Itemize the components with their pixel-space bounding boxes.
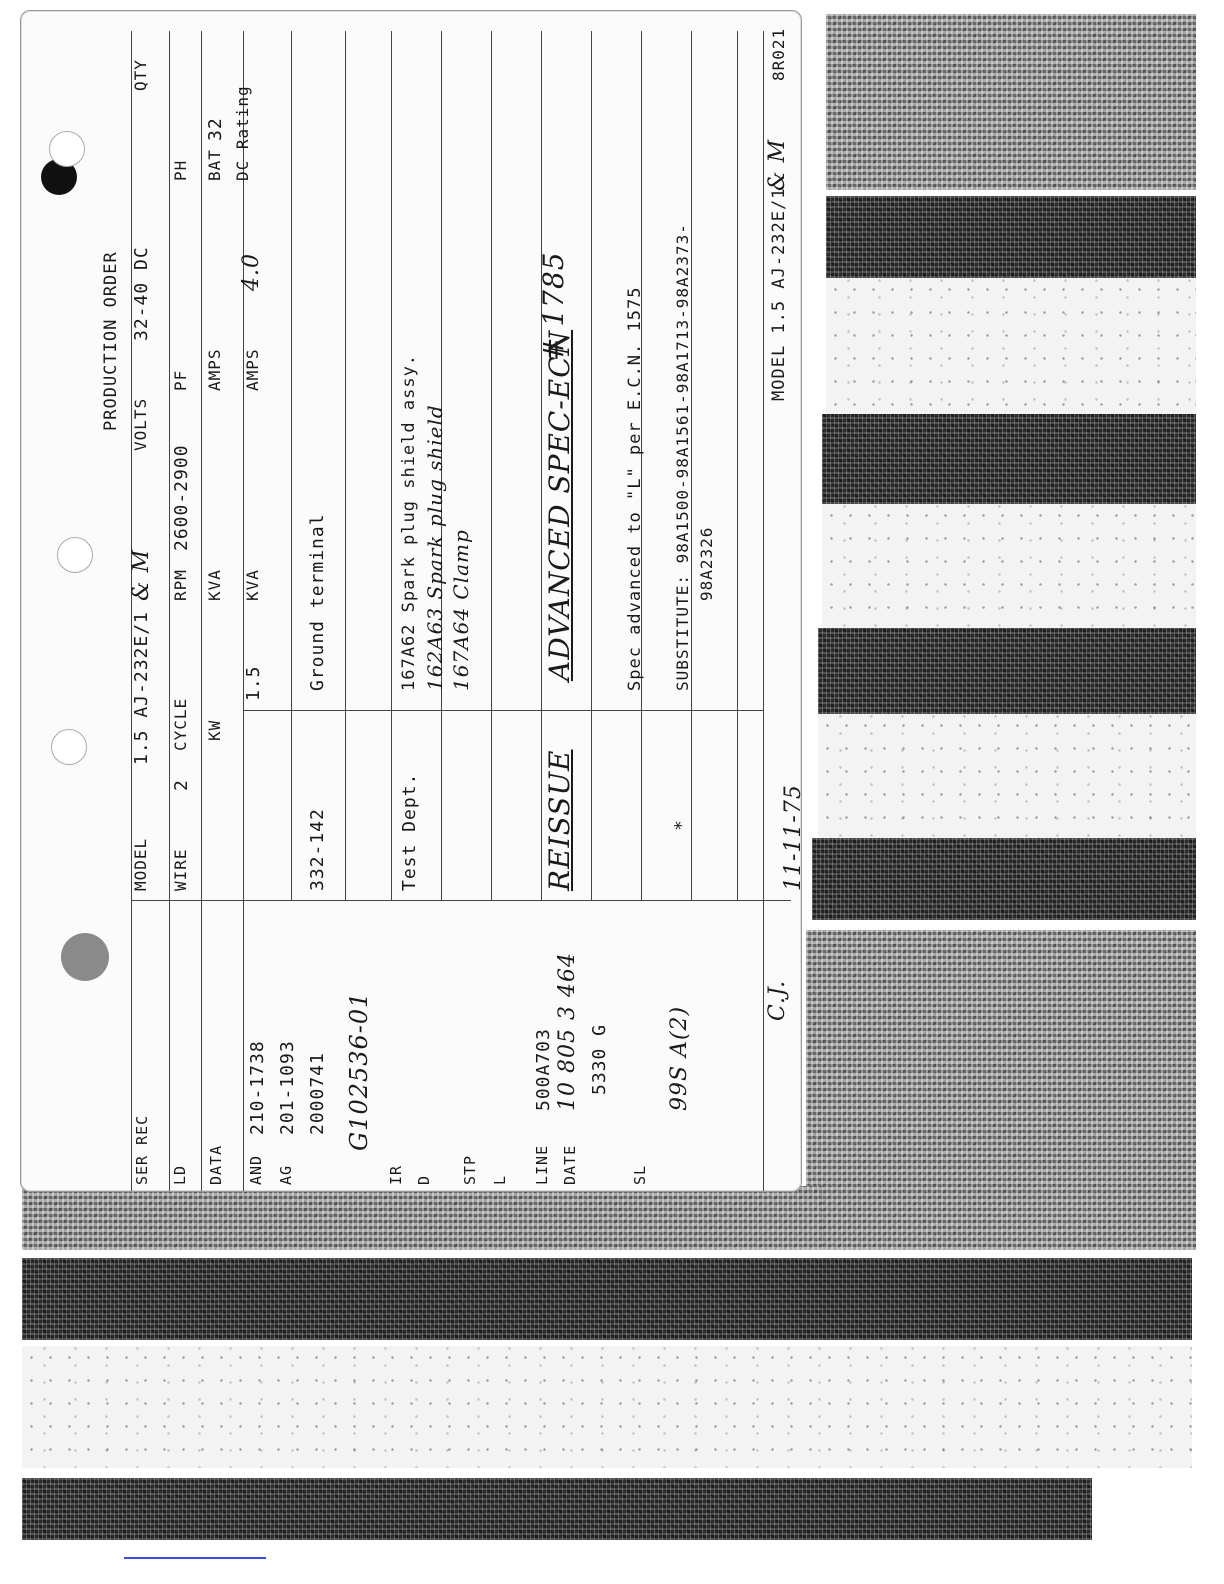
body-grid-col-1 (243, 710, 763, 711)
reissue-handwritten: REISSUE (543, 749, 576, 891)
ecn-number-handwritten: # 1785 (537, 251, 570, 361)
dt-value: 2000741 (307, 1052, 328, 1135)
scan-texture-mid-right (806, 930, 1196, 1250)
date-handwritten: 10 805 3 464 (555, 952, 580, 1111)
data-label: DATA (207, 1144, 225, 1185)
scan-dark-band-bottom-2 (22, 1478, 1092, 1540)
dc-rating-label: DC Rating (233, 85, 252, 181)
row2-label: Test Dept. (399, 772, 420, 891)
sl-label: SL (631, 1164, 649, 1185)
scan-light-band-bottom (22, 1346, 1192, 1468)
ser-rec-label: SER REC (133, 1114, 151, 1185)
scan-texture-under-card (22, 1186, 822, 1250)
form-title: PRODUCTION ORDER (101, 251, 121, 431)
body-rule-3 (391, 31, 392, 901)
ink-smudge (61, 933, 109, 981)
punch-hole-3 (57, 537, 93, 573)
row1-description: Ground terminal (307, 513, 328, 691)
model-label: MODEL (131, 837, 150, 891)
row2-description: 167A62 Spark plug shield assy. (399, 353, 419, 691)
d-label: D (415, 1174, 433, 1185)
pf-label: PF (171, 369, 190, 391)
body-rule-2 (345, 31, 346, 901)
and-label: AND (247, 1154, 265, 1185)
scan-dark-band-3 (818, 628, 1196, 714)
ag-value: 201-1093 (277, 1040, 298, 1135)
body-rule-5 (491, 31, 492, 901)
left-panel-divider (131, 900, 791, 901)
body-rule-7 (591, 31, 592, 901)
scan-texture-top-right (826, 14, 1196, 190)
part-handwritten: 99S A(2) (667, 1005, 692, 1111)
qty-label: QTY (131, 59, 150, 91)
l-label: L (491, 1174, 509, 1185)
body-rule-6 (541, 31, 542, 901)
advanced-spec-handwritten: ADVANCED SPEC-ECN (543, 329, 576, 681)
spec-advanced-line: Spec advanced to "L" per E.C.N. 1575 (625, 286, 645, 691)
production-order-card (20, 10, 806, 1192)
kva-label: KVA (205, 569, 224, 601)
row1-part-number: 332-142 (307, 808, 328, 891)
rpm-value: 2600-2900 (171, 444, 192, 551)
ph-label: PH (171, 159, 190, 181)
header-rule-4 (243, 31, 244, 1191)
model-value: 1.5 AJ-232E/1 (131, 611, 152, 765)
handwritten-date: 11-11-75 (781, 784, 806, 891)
stp-label: STP (461, 1154, 479, 1185)
scan-dark-band-2 (822, 414, 1196, 504)
model-handwritten: & M (129, 548, 154, 601)
g-value: 5330 G (589, 1023, 610, 1095)
body-rule-1 (291, 31, 292, 901)
scan-dark-band-1 (826, 196, 1196, 278)
volts-value: 32-40 DC (131, 246, 152, 341)
handwritten-part-number: G102536-01 (345, 991, 373, 1151)
footer-model-handwritten: & M (765, 138, 790, 191)
body-rule-10 (737, 31, 738, 901)
row-asterisk: * (671, 819, 692, 831)
bat-value: 32 (205, 117, 226, 141)
body-rule-11 (763, 31, 764, 1191)
scan-dark-band-bottom-1 (22, 1258, 1192, 1340)
amps-label: AMPS (205, 348, 224, 391)
wire-value: 2 (171, 779, 192, 791)
punch-hole-2 (49, 131, 85, 167)
blue-underline (124, 1557, 266, 1559)
handwritten-initials: C.J. (765, 979, 790, 1021)
ir-label: IR (387, 1164, 405, 1185)
header-rule-3 (201, 31, 202, 1191)
scan-light-band-1 (826, 278, 1196, 414)
kva-label-2: KVA (243, 569, 262, 601)
and-value: 210-1738 (247, 1040, 268, 1135)
scan-light-band-2 (822, 504, 1196, 628)
row3-handwritten: 162A63 Spark plug shield (423, 404, 447, 691)
ag-label: AG (277, 1164, 295, 1185)
scan-light-band-3 (818, 714, 1196, 838)
line-value: 500A703 (533, 1028, 554, 1111)
amps-label-2: AMPS (243, 348, 262, 391)
bat-label: BAT (205, 149, 224, 181)
footer-model: MODEL 1.5 AJ-232E/1 (769, 187, 789, 401)
punch-hole-4 (51, 729, 87, 765)
wire-label: WIRE (171, 848, 190, 891)
scan-dark-band-4 (812, 838, 1196, 920)
substitute-line-2: 98A2326 (697, 526, 716, 601)
volts-label: VOLTS (131, 397, 150, 451)
header-rule-2 (169, 31, 170, 1191)
row4-handwritten: 167A64 Clamp (449, 529, 473, 691)
substitute-line: SUBSTITUTE: 98A1500-98A1561-98A1713-98A2373- (673, 223, 692, 691)
rpm-label: RPM (171, 569, 190, 601)
kw-value: 1.5 (243, 665, 264, 701)
date-label: DATE (561, 1144, 579, 1185)
ld-label: LD (171, 1164, 189, 1185)
line-label: LINE (533, 1144, 551, 1185)
amps-value: 4.0 (239, 253, 264, 291)
form-number: 8R021 (769, 27, 788, 81)
kw-label: KW (205, 719, 224, 741)
cycle-label: CYCLE (171, 697, 190, 751)
